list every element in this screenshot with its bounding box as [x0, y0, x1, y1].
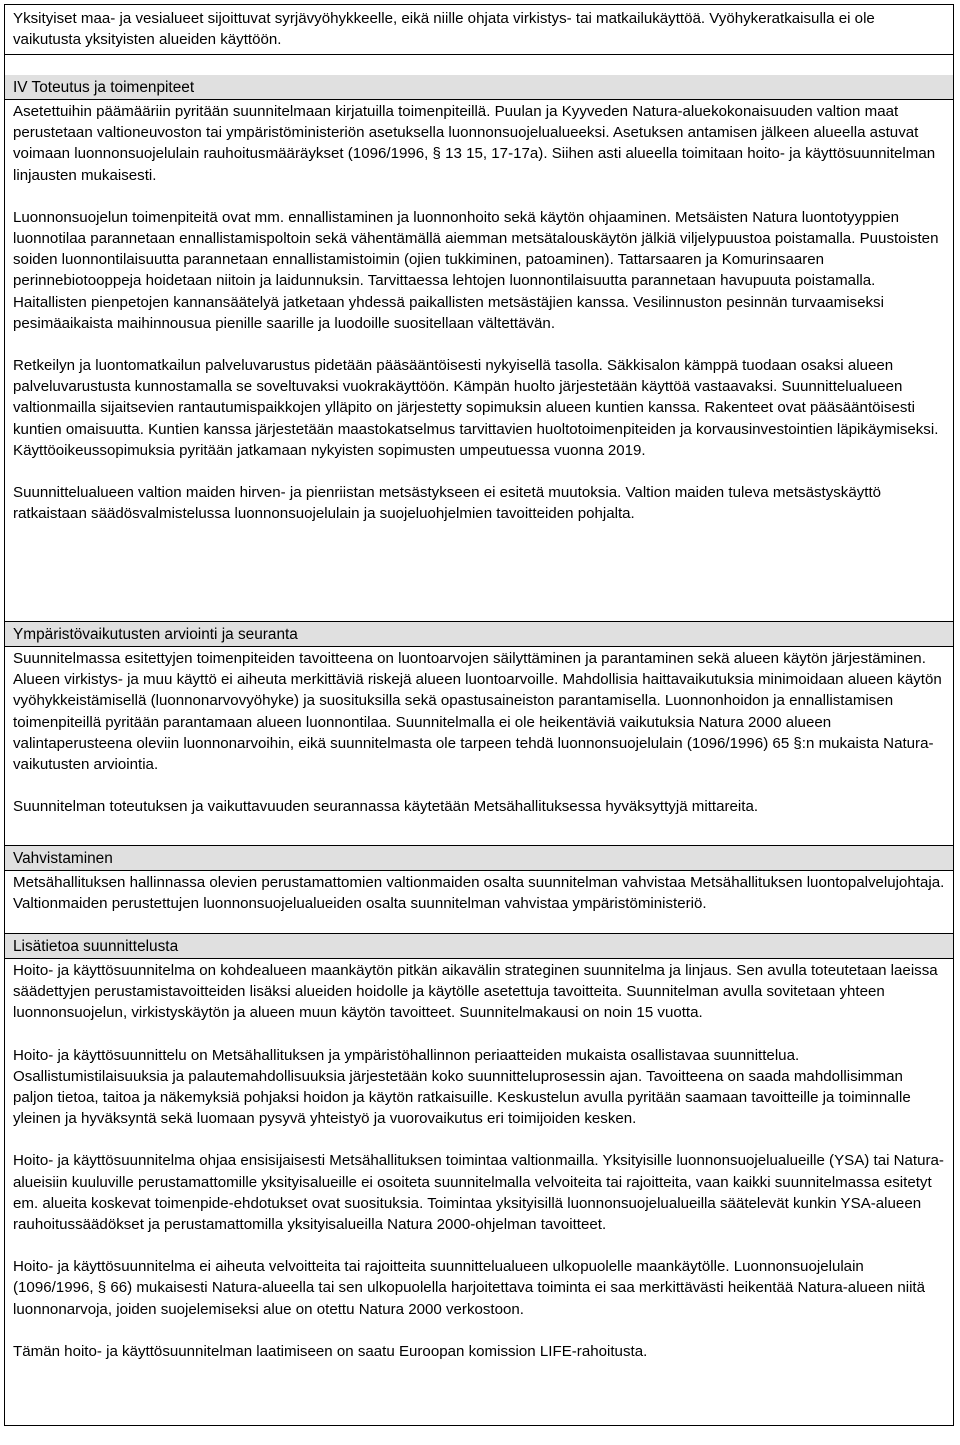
- section-heading-lisatietoa: Lisätietoa suunnittelusta: [5, 934, 953, 959]
- toteutus-paragraph-1: Asetettuihin päämääriin pyritään suunnitelmaan kirjatuilla toimenpiteillä. Puulan ja Kyyveden Natura-aluekokonaisuuden valtion maat perustetaan valtioneuvoston tai ympäristöministeriön asetuksella luonnonsuojelualueeksi. Asetuksen antamisen jälkeen alueella astuvat voimaan luonnonsuojelulain rauhoitusmääräykset (1096/1996, § 13 15, 17-17a). Siihen asti alueella toimitaan hoito- ja käyttösuunnitelman linjausten mukaisesti.: [13, 103, 936, 184]
- lisatietoa-paragraph-4: Hoito- ja käyttösuunnitelma ei aiheuta velvoitteita tai rajoitteita suunnittelualueen ulkopuolelle maankäytölle. Luonnonsuojelulain (1096/1996, § 66) mukaisesti Natura-alueella tai sen ulkopuolella harjoitettava toiminta ei saa merkittävästi heikentää Natura-alueen niitä luonnonarvoja, joiden suojelemiseksi alue on otettu Natura 2000 verkostoon.: [13, 1258, 926, 1318]
- vahvistaminen-paragraph: Metsähallituksen hallinnassa olevien perustamattomien valtionmaiden osalta suunnitelman vahvistaa Metsähallituksen luontopalvelujohtaja. Valtionmaiden perustettujen luonnonsuojelualueiden osalta suunnitelman vahvistaa ympäristöministeriö.: [13, 874, 945, 913]
- section-heading-toteutus: IV Toteutus ja toimenpiteet: [5, 75, 953, 100]
- toteutus-paragraph-3: Retkeilyn ja luontomatkailun palveluvarustus pidetään pääsääntöisesti nykyisellä tasolla. Säkkisalon kämppä tuodaan osaksi alueen palveluvarustusta kunnostamalla se soveltuvaksi vuokrakäyttöön. Kämpän huolto järjestetään käyttöä vastaavaksi. Suunnittelualueen valtionmailla sijaitsevien rantautumispaikkojen ylläpito on järjestetty sopimuksin alueen kuntien kanssa. Rakenteet ovat pääsääntöisesti kuntien omaisuutta. Kuntien kanssa järjestetään maastokatselmus tarvittavien huoltotoimenpiteiden ja korvausinvestointien läpikäymiseksi. Käyttöoikeussopimuksia pyritään jatkamaan nykyisten sopimusten umpeutuessa vuonna 2019.: [13, 357, 939, 459]
- section-arviointi: [5, 622, 953, 846]
- section-intro: [5, 5, 953, 55]
- section-heading-arviointi: Ympäristövaikutusten arviointi ja seuranta: [5, 622, 953, 647]
- lisatietoa-paragraph-5: Tämän hoito- ja käyttösuunnitelman laatimiseen on saatu Euroopan komission LIFE-rahoitusta.: [13, 1342, 648, 1360]
- toteutus-paragraph-2: Luonnonsuojelun toimenpiteitä ovat mm. ennallistaminen ja luonnonhoito sekä käytön ohjaaminen. Metsäisten Natura luontotyyppien luonnotilaa parannetaan ennallistamispoltoin sekä vähentämällä aiemman metsätalouskäytön jälkiä viljelypuustoa poistamalla. Puustoisten soiden luonnontilaisuutta parannetaan ennallistamistoimin (ojien tukkiminen, patoaminen). Tattarsaaren ja Komurinsaaren perinnebiotooppeja hoidetaan niitoin ja laidunnuksin. Tarvittaessa lehtojen luonnontilaisuutta parannetaan havupuuta poistamalla. Haitallisten pienpetojen kannansäätelyä jatketaan yhdessä paikallisten metsästäjien kanssa. Vesilinnuston pesinnän turvaamiseksi pesimäaikaista maihinnousua pienille saarille ja luodoille suositellaan vältettävän.: [13, 208, 939, 332]
- section-lisatietoa: [5, 934, 953, 1445]
- section-heading-vahvistaminen: Vahvistaminen: [5, 846, 953, 871]
- document-page: [4, 4, 954, 1426]
- toteutus-paragraph-4: Suunnittelualueen valtion maiden hirven- ja pienriistan metsästykseen ei esitetä muutoksia. Valtion maiden tuleva metsästyskäyttö ratkaistaan säädösvalmistelussa luonnonsuojelulain ja suojeluohjelmien tavoitteiden pohjalta.: [13, 484, 882, 523]
- intro-paragraph: Yksityiset maa- ja vesialueet sijoittuvat syrjävyöhykkeelle, eikä niille ohjata virkistys- tai matkailukäyttöä. Vyöhykeratkaisulla ei ole vaikutusta yksityisten alueiden käyttöön.: [13, 10, 875, 49]
- arviointi-paragraph-2: Suunnitelman toteutuksen ja vaikuttavuuden seurannassa käytetään Metsähallituksessa hyväksyttyjä mittareita.: [13, 798, 759, 816]
- section-vahvistaminen: [5, 846, 953, 934]
- section-toteutus: [5, 75, 953, 622]
- arviointi-paragraph-1: Suunnitelmassa esitettyjen toimenpiteiden tavoitteena on luontoarvojen säilyttäminen ja parantaminen sekä alueen käytön järjestäminen. Alueen virkistys- ja muu käyttö ei aiheuta merkittäviä riskejä alueen luontoarvoille. Mahdollisia haittavaikutuksia minimoidaan alueen käytön vyöhykkeistämisellä (luonnonarvovyöhyke) ja suosituksilla sekä opastusaineiston parantamisella. Luonnonhoidon ja ennallistamisen toimenpiteillä pyritään parantamaan alueen luonnontilaa. Suunnitelmalla ei ole heikentäviä vaikutuksia Natura 2000 alueen valintaperusteena oleviin luonnonarvoihin, eikä suunnitelmasta ole tarpeen tehdä luonnonsuojelulain (1096/1996) 65 §:n mukaista Natura-vaikutusten arviointia.: [13, 650, 942, 774]
- lisatietoa-paragraph-1: Hoito- ja käyttösuunnitelma on kohdealueen maankäytön pitkän aikavälin strateginen suunnitelma ja linjaus. Sen avulla toteutetaan laeissa säädettyjen perustamistavoitteiden lisäksi alueiden hoidolle ja käytölle asetettuja tavoitteita. Suunnitelman avulla sovitetaan yhteen luonnonsuojelun, virkistyskäytön ja alueen muun käytön tavoitteet. Suunnitelmakausi on noin 15 vuotta.: [13, 962, 938, 1022]
- lisatietoa-paragraph-3: Hoito- ja käyttösuunnitelma ohjaa ensisijaisesti Metsähallituksen toimintaa valtionmailla. Yksityisille luonnonsuojelualueille (YSA) tai Natura-alueisiin kuuluville perustamattomille yksityisalueille ei osoiteta suunnitelmalla velvoiteita tai rajoitteita, vaan kaikki suunnitelmassa esitetyt em. alueita koskevat toimenpide-ehdotukset ovat suosituksia. Toimintaa yksityisillä luonnonsuojelualueilla säätelevät kunkin YSA-alueen rauhoitussäädökset ja perustamattomilla yksityisalueilla Natura 2000-ohjelman tavoitteet.: [13, 1152, 944, 1234]
- lisatietoa-paragraph-2: Hoito- ja käyttösuunnittelu on Metsähallituksen ja ympäristöhallinnon periaatteiden mukaista osallistavaa suunnittelua. Osallistumistilaisuuksia ja palautemahdollisuuksia järjestetään koko suunnitteluprosessin ajan. Tavoitteena on saada mahdollisimman paljon tietoa, taitoa ja näkemyksiä pohjaksi hoidon ja käytön ratkaisuille. Keskustelun avulla pyritään saamaan tavoitteille ja toiminnalle yleinen ja hyväksyntä sekä luomaan pysyvä yhteistyö ja vuorovaikutus eri toimijoiden kesken.: [13, 1046, 911, 1128]
